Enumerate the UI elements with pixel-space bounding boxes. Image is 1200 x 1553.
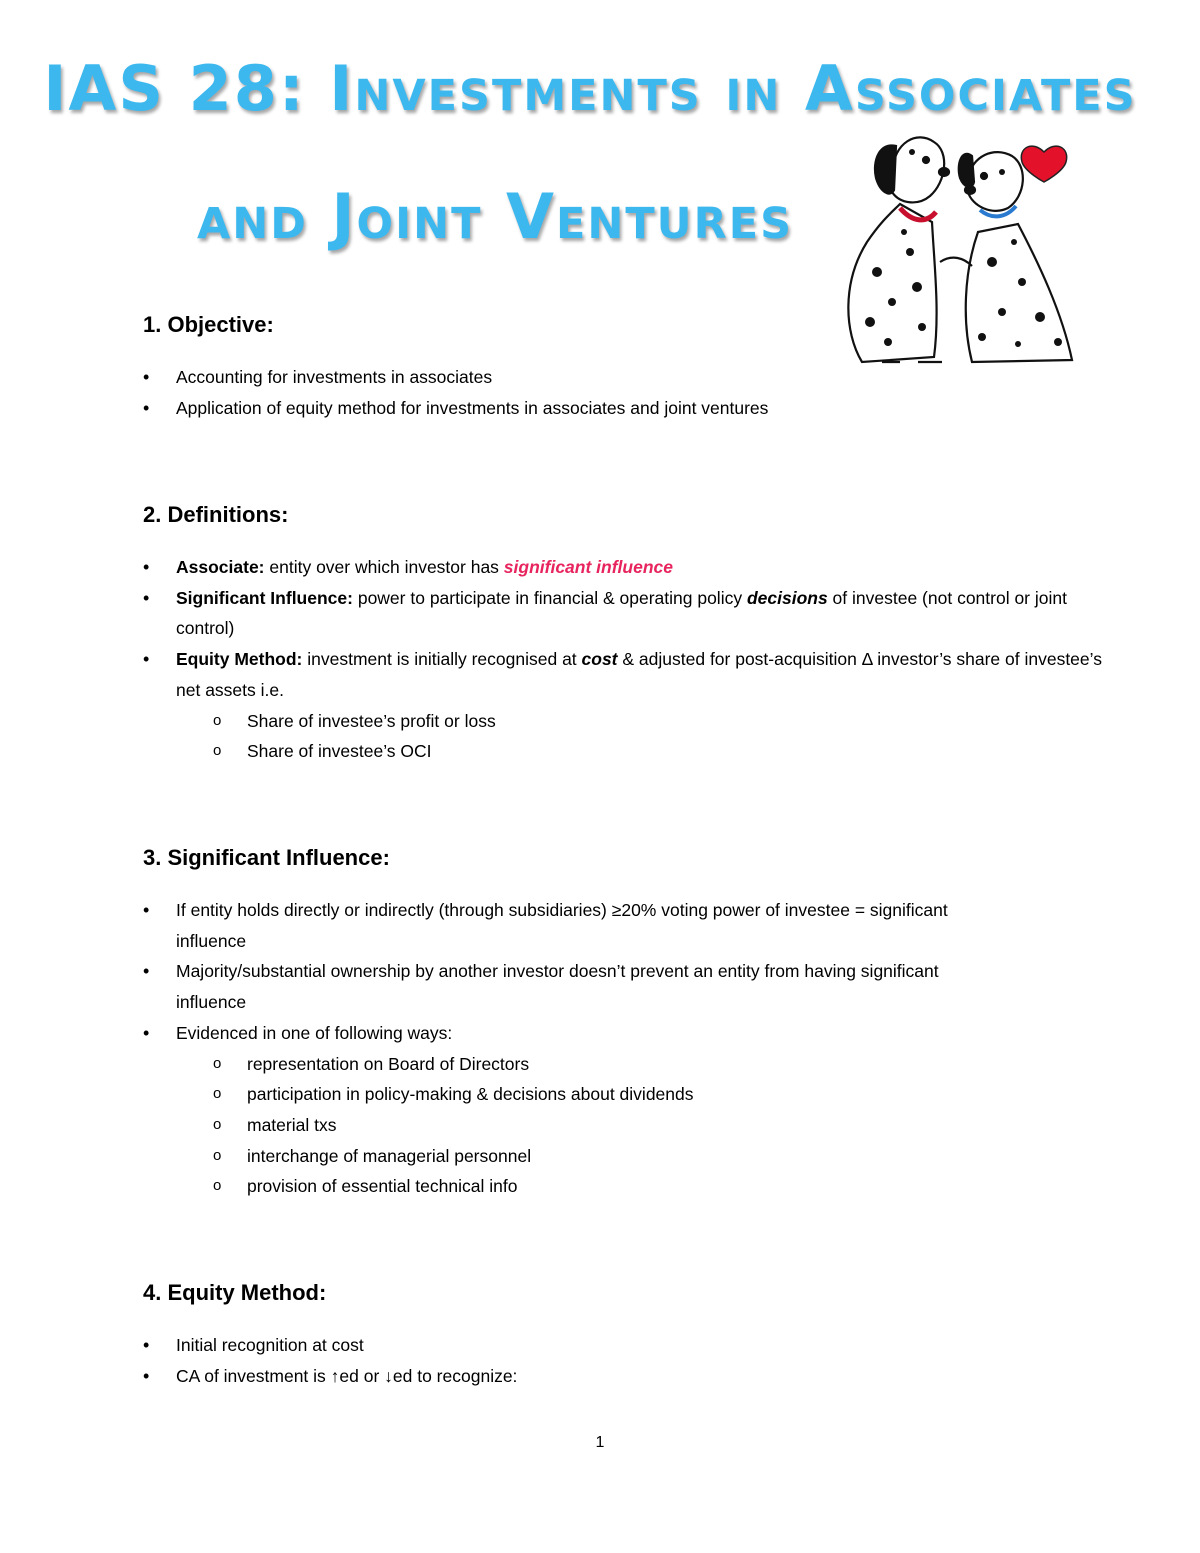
term: Associate: [176, 557, 265, 577]
title-line-1: IAS 28: Investments in Associates [43, 52, 1137, 125]
section-objective [143, 312, 1103, 423]
list-item: • CA of investment is ↑ed or ↓ed to recognize: [143, 1361, 1103, 1392]
definition-text: & adjusted for post-acquisition Δ investor’s share of investee’s net assets i.e. [176, 649, 1102, 700]
list-item: • Initial recognition at cost [143, 1330, 1103, 1361]
definition-associate [143, 552, 1103, 583]
section-heading: 2. Definitions: [143, 502, 289, 527]
section-heading: 1. Objective: [143, 312, 274, 337]
sub-list-item: o provision of essential technical info [143, 1171, 1103, 1202]
sub-list-item: o representation on Board of Directors [143, 1049, 1103, 1080]
definition-text: power to participate in financial & operating policy [352, 587, 747, 608]
title-line-2: and Joint Ventures [196, 180, 794, 253]
section-equity-method [143, 1280, 1103, 1391]
emphasis-text: decisions [746, 587, 828, 608]
list-item: • Application of equity method for investments in associates and joint ventures [143, 393, 1103, 424]
equity-list [143, 1330, 1103, 1391]
definition-significant-influence [143, 583, 1103, 644]
influence-list [143, 895, 1103, 1202]
list-item: • Accounting for investments in associates [143, 362, 1103, 393]
heart-icon [1021, 146, 1066, 182]
section-heading: 3. Significant Influence: [143, 845, 390, 870]
sub-list-item: o participation in policy-making & decisions about dividends [143, 1079, 1103, 1110]
highlight-text: significant influence [503, 557, 673, 577]
definition-text: of investee (not control or joint control) [176, 587, 1067, 639]
definitions-list [143, 552, 1103, 767]
sub-list-item: o interchange of managerial personnel [143, 1141, 1103, 1172]
emphasis-text: cost [581, 649, 618, 670]
list-item: • If entity holds directly or indirectly (through subsidiaries) ≥20% voting power of investee = significant influence [143, 895, 1103, 956]
section-significant-influence [143, 845, 1103, 1202]
term: Equity Method: [176, 649, 303, 670]
definition-equity-method [143, 644, 1103, 705]
sub-list-item: o material txs [143, 1110, 1103, 1141]
list-item: • Majority/substantial ownership by another investor doesn’t prevent an entity from having significant influence [143, 956, 1103, 1017]
sub-list-item: o Share of investee’s profit or loss [143, 706, 1103, 737]
definition-text: investment is initially recognised at [302, 649, 582, 670]
section-heading: 4. Equity Method: [143, 1280, 327, 1305]
section-definitions [143, 502, 1103, 767]
list-item: • Evidenced in one of following ways: [143, 1018, 1103, 1049]
sub-list-item: o Share of investee’s OCI [143, 736, 1103, 767]
page-number: 1 [595, 1434, 605, 1451]
definition-text: entity over which investor has [264, 557, 504, 577]
objective-list [143, 362, 1103, 423]
term: Significant Influence: [176, 587, 353, 608]
